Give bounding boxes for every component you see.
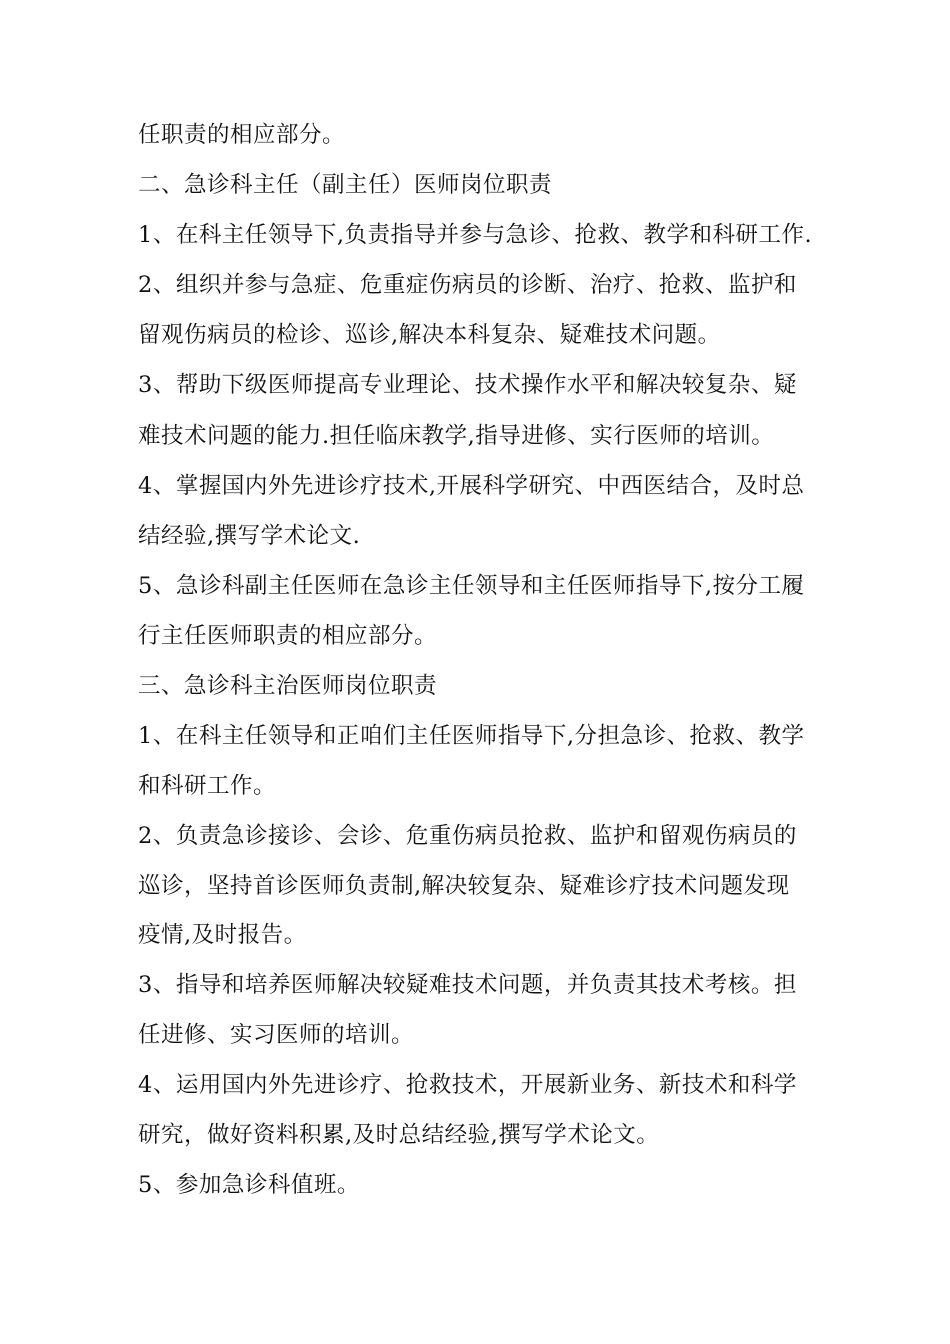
text-line: 3、帮助下级医师提高专业理论、技术操作水平和解决较复杂、疑 [138,372,797,398]
section-heading: 三、急诊科主治医师岗位职责 [138,673,438,699]
text-line: 2、负责急诊接诊、会诊、危重伤病员抢救、监护和留观伤病员的 [138,823,797,849]
text-line: 1、在科主任领导下,负责指导并参与急诊、抢救、教学和科研工作. [138,222,813,248]
text-line: 5、参加急诊科值班。 [138,1172,360,1198]
text-line: 结经验,撰写学术论文. [138,523,361,549]
text-line: 疫情,及时报告。 [138,922,307,948]
text-line: 4、运用国内外先进诊疗、抢救技术，开展新业务、新技术和科学 [138,1072,797,1098]
text-line: 1、在科主任领导和正咱们主任医师指导下,分担急诊、抢救、教学 [138,723,805,749]
text-line: 难技术问题的能力.担任临床教学,指导进修、实行医师的培训。 [138,423,775,449]
text-line: 任职责的相应部分。 [138,122,346,148]
text-line: 3、指导和培养医师解决较疑难技术问题，并负责其技术考核。担 [138,972,797,998]
text-line: 留观伤病员的检诊、巡诊,解决本科复杂、疑难技术问题。 [138,322,721,348]
text-line: 行主任医师职责的相应部分。 [138,623,438,649]
section-heading: 二、急诊科主任（副主任）医师岗位职责 [138,172,553,198]
text-line: 任进修、实习医师的培训。 [138,1022,415,1048]
text-line: 2、组织并参与急症、危重症伤病员的诊断、治疗、抢救、监护和 [138,272,797,298]
text-line: 巡诊，坚持首诊医师负责制,解决较复杂、疑难诊疗技术问题发现 [138,873,790,899]
text-line: 5、急诊科副主任医师在急诊主任领导和主任医师指导下,按分工履 [138,573,805,599]
text-line: 研究，做好资料积累,及时总结经验,撰写学术论文。 [138,1122,660,1148]
text-line: 和科研工作。 [138,773,277,799]
text-line: 4、掌握国内外先进诊疗技术,开展科学研究、中西医结合，及时总 [138,473,805,499]
